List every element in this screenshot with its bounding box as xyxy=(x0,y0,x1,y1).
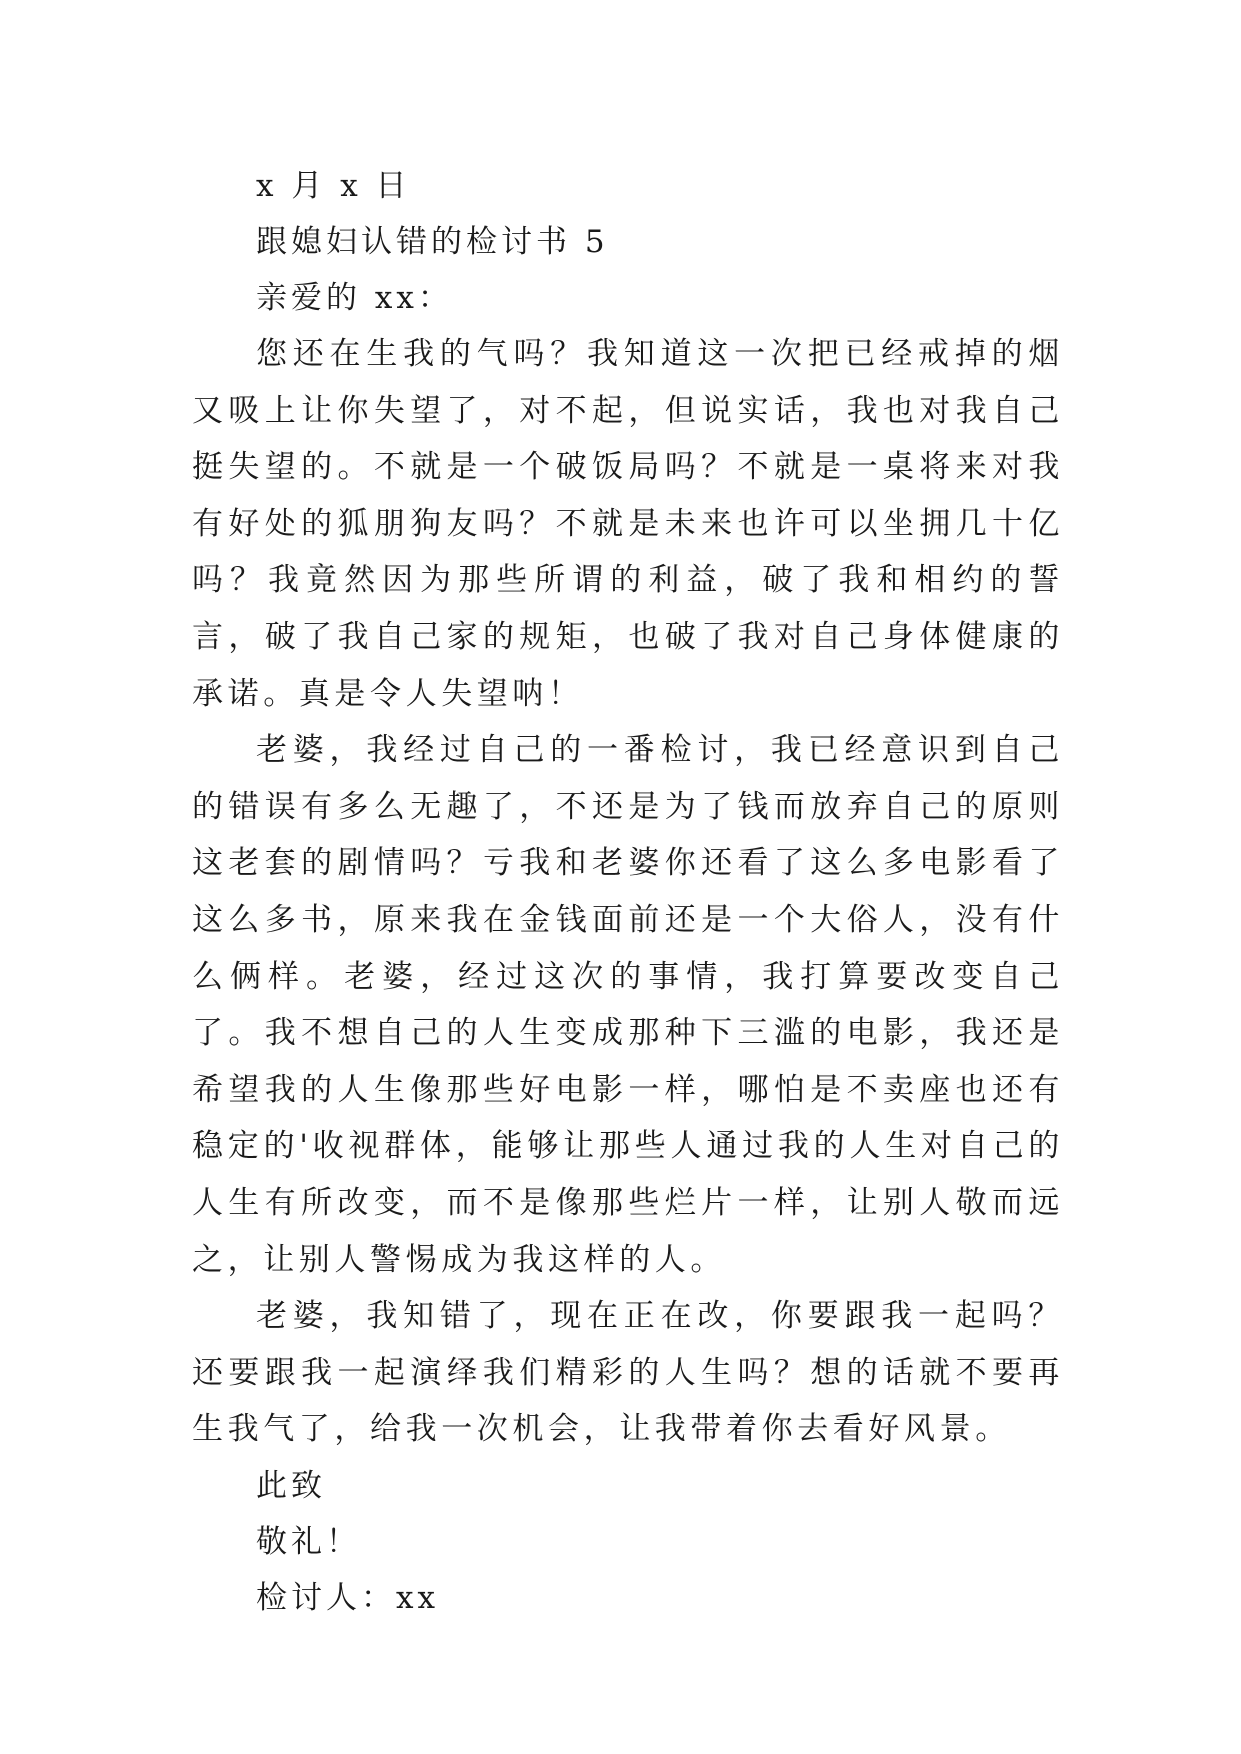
paragraph-1: 您还在生我的气吗？我知道这一次把已经戒掉的烟又吸上让你失望了，对不起，但说实话，我也对我自己挺失望的。不就是一个破饭局吗？不就是一桌将来对我有好处的狐朋狗友吗？不就是未来也许可以坐拥几十亿吗？我竟然因为那些所谓的利益，破了我和相约的誓言，破了我自己家的规矩，也破了我对自己身体健康的承诺。真是令人失望呐！ xyxy=(192,336,1064,712)
document-title: 跟媳妇认错的检讨书 5 xyxy=(256,224,609,260)
paragraph-3: 老婆，我知错了，现在正在改，你要跟我一起吗？还要跟我一起演绎我们精彩的人生吗？想的话就不要再生我气了，给我一次机会，让我带着你去看好风景。 xyxy=(192,1298,1064,1448)
date-line: x 月 x 日 xyxy=(256,168,411,204)
salutation: 亲爱的 xx： xyxy=(256,280,453,316)
paragraph-2: 老婆，我经过自己的一番检讨，我已经意识到自己的错误有多么无趣了，不还是为了钱而放弃自己的原则这老套的剧情吗？亏我和老婆你还看了这么多电影看了这么多书，原来我在金钱面前还是一个大俗人，没有什么俩样。老婆，经过这次的事情，我打算要改变自己了。我不想自己的人生变成那种下三滥的电影，我还是希望我的人生像那些好电影一样，哪怕是不卖座也还有稳定的'收视群体，能够让那些人通过我的人生对自己的人生有所改变，而不是像那些烂片一样，让别人敬而远之，让别人警惕成为我这样的人。 xyxy=(192,732,1064,1278)
closing-salute: 此致 xyxy=(256,1467,326,1504)
signature: 检讨人：xx xyxy=(256,1579,439,1616)
closing-regards: 敬礼！ xyxy=(256,1523,361,1560)
document-body xyxy=(192,158,1064,1626)
